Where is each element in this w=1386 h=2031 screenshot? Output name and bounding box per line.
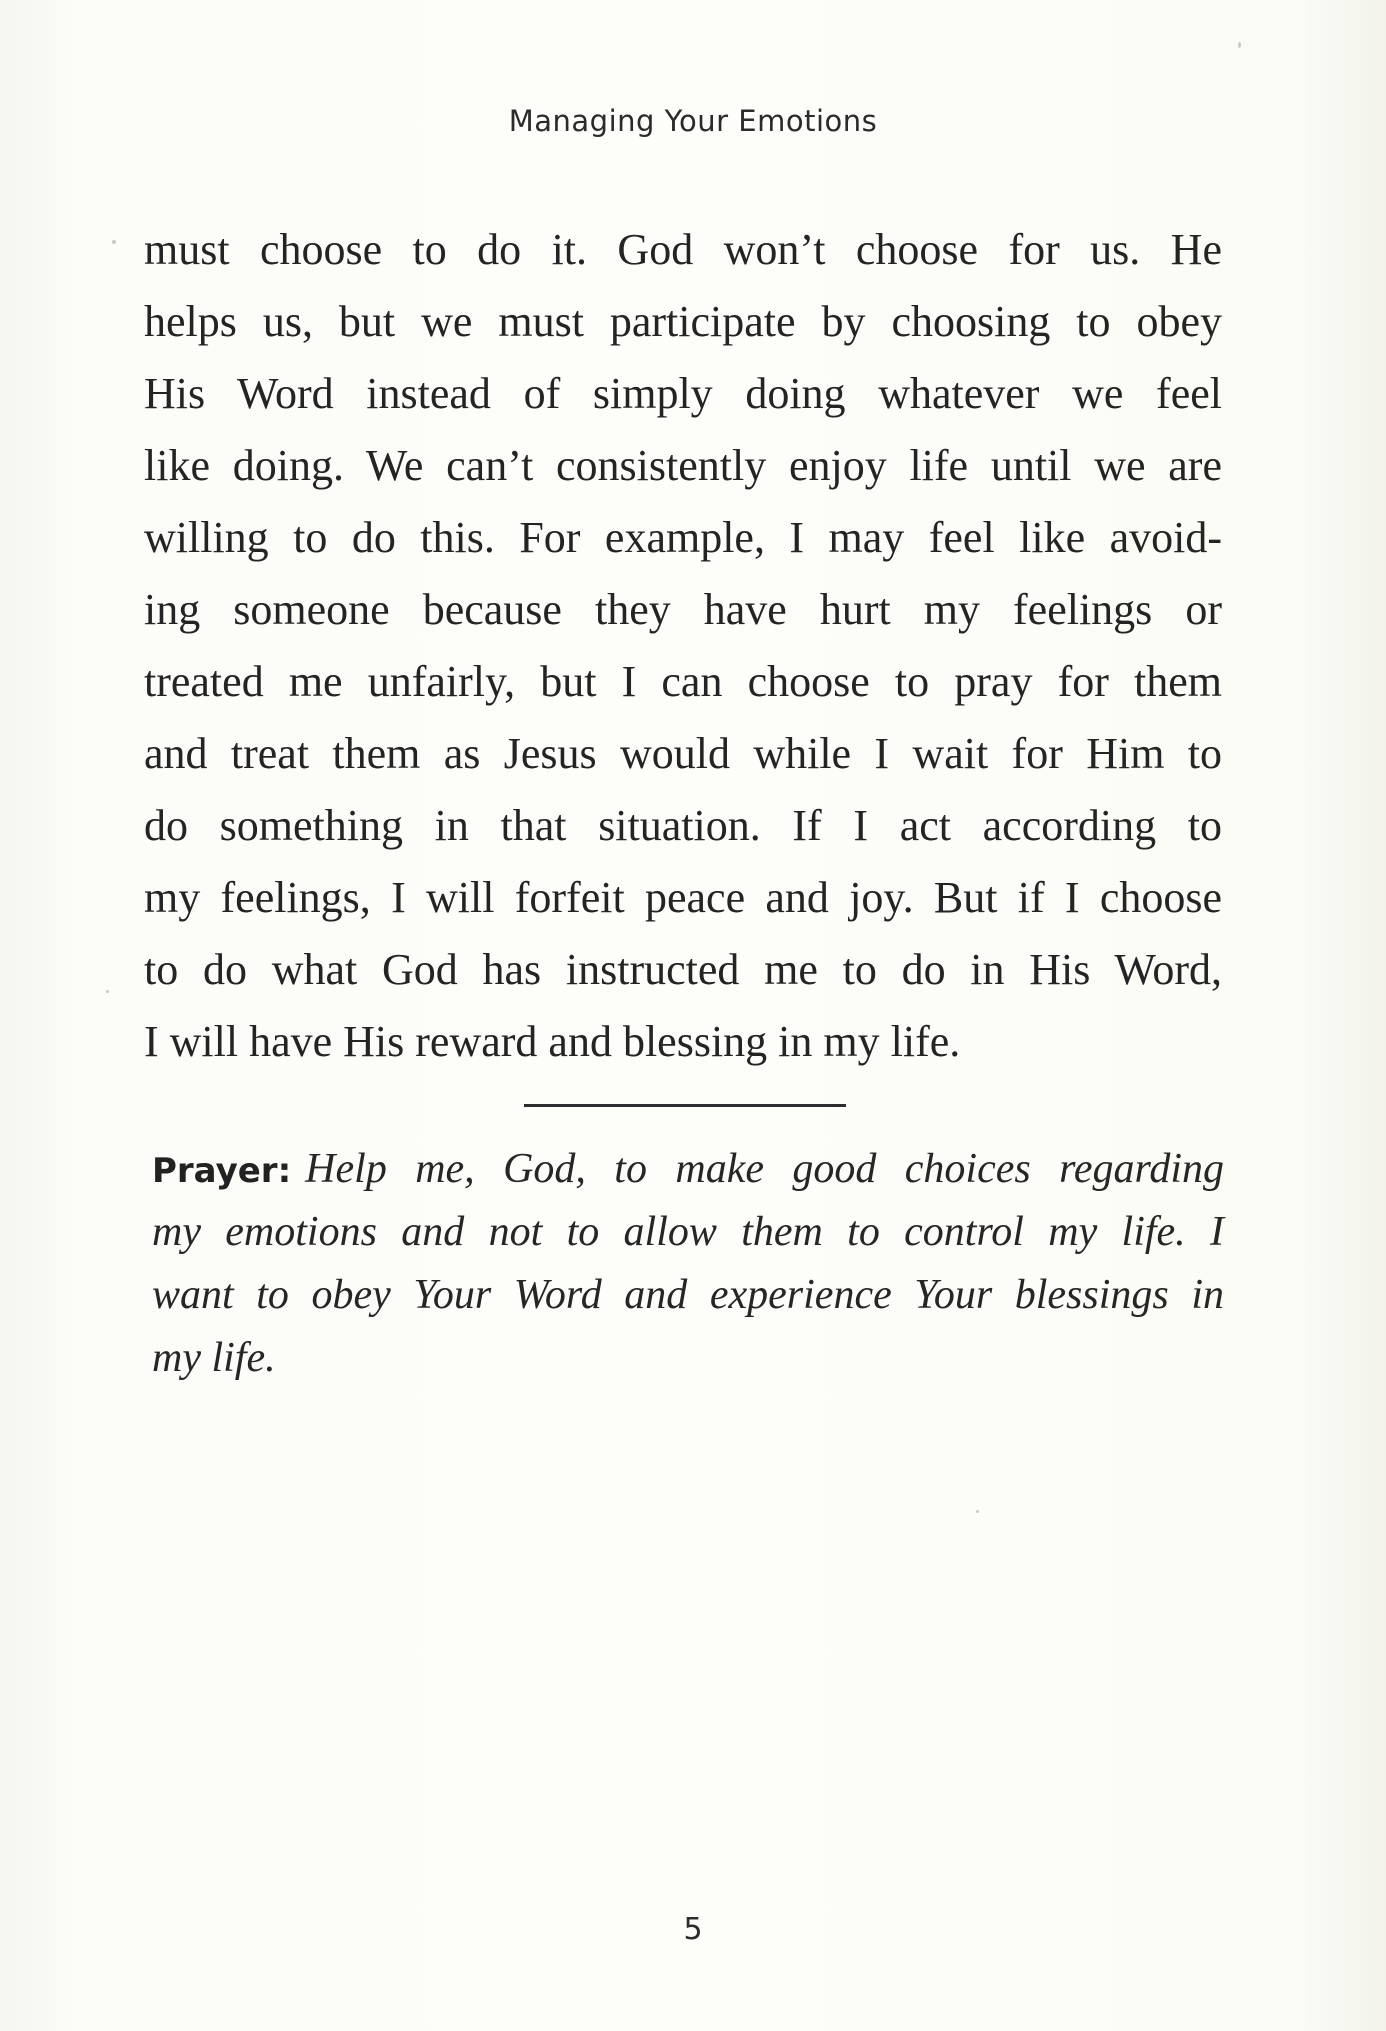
body-line: must choose to do it. God won’t choose for us. He	[144, 225, 1222, 274]
prayer-line: my emotions and not to allow them to control my life. I	[152, 1209, 1224, 1255]
body-line: willing to do this. For example, I may feel like avoid-	[144, 513, 1222, 562]
body-line: to do what God has instructed me to do in His Word,	[144, 945, 1222, 994]
prayer-line: my life.	[152, 1335, 276, 1381]
running-header: Managing Your Emotions	[508, 104, 878, 138]
scan-speck	[976, 1510, 979, 1513]
scan-speck	[112, 240, 116, 244]
body-line: His Word instead of simply doing whatever we feel	[144, 369, 1222, 418]
body-line: helps us, but we must participate by choosing to obey	[144, 297, 1222, 346]
prayer-line: want to obey Your Word and experience Your blessings in	[152, 1272, 1224, 1318]
body-line: I will have His reward and blessing in my life.	[144, 1017, 961, 1066]
scan-speck	[106, 990, 109, 993]
prayer-line	[152, 1138, 1224, 1201]
section-divider	[524, 1104, 846, 1107]
body-line: and treat them as Jesus would while I wait for Him to	[144, 729, 1222, 778]
prayer-text: Help me, God, to make good choices regarding	[305, 1146, 1224, 1192]
body-line: like doing. We can’t consistently enjoy life until we are	[144, 441, 1222, 490]
prayer-label: Prayer:	[152, 1151, 292, 1191]
body-line: ing someone because they have hurt my feelings or	[144, 585, 1222, 634]
body-line: my feelings, I will forfeit peace and joy. But if I choose	[144, 873, 1222, 922]
scan-speck	[1238, 42, 1241, 48]
page-number: 5	[683, 1912, 703, 1947]
prayer-block	[152, 1138, 1224, 1390]
body-paragraph	[144, 214, 1222, 1078]
body-line: treated me unfairly, but I can choose to pray for them	[144, 657, 1222, 706]
body-line: do something in that situation. If I act according to	[144, 801, 1222, 850]
